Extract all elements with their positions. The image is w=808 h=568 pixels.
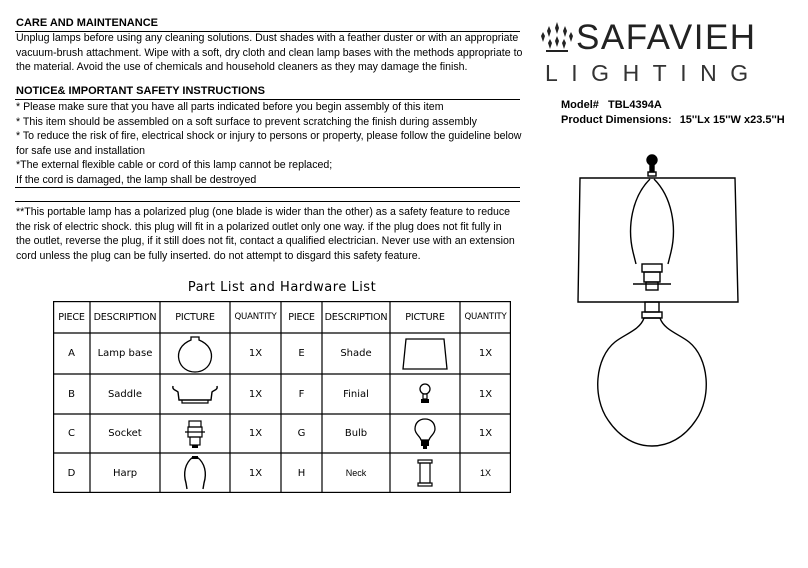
piece-letter: G [297, 428, 306, 439]
piece-description: Lamp base [97, 348, 153, 359]
safety-line: *The external flexible cable or cord of this lamp cannot be replaced; [16, 159, 333, 172]
piece-quantity: 1X [478, 348, 493, 359]
piece-description: Shade [340, 348, 372, 359]
dimensions-value: 15''Lx 15''W x23.5''H [679, 114, 785, 126]
piece-letter: D [67, 467, 76, 479]
care-heading: CARE AND MAINTENANCE [16, 17, 158, 29]
plug-line: **This portable lamp has a polarized plug (one blade is wider than the other) as a safety feature to reduce [16, 206, 511, 218]
header-picture: PICTURE [405, 311, 445, 323]
piece-description: Socket [108, 428, 142, 439]
piece-description: Saddle [107, 388, 143, 400]
saddle-icon [160, 374, 230, 414]
parts-title: Part List and Hardware List [187, 280, 377, 295]
piece-quantity: 1X [248, 388, 263, 400]
divider [15, 201, 520, 202]
socket-icon [160, 414, 230, 453]
model-value: TBL4394A [607, 99, 662, 111]
care-line: the material. Avoid the use of chemicals and household cleaners as they may damage the finish. [16, 61, 468, 74]
header-description: DESCRIPTION [324, 311, 388, 323]
safety-line: * To reduce the risk of fire, electrical shock or injury to persons or property, please follow the guideline below [16, 130, 522, 143]
header-picture: PICTURE [175, 311, 215, 323]
piece-description: Neck [345, 468, 367, 478]
chandelier-logo-icon [541, 21, 573, 53]
piece-description: Harp [112, 467, 138, 479]
model-line [561, 98, 662, 113]
piece-letter: E [298, 348, 305, 359]
piece-quantity: 1X [248, 428, 263, 439]
safety-line: * This item should be assembled on a soft surface to prevent scratching the finish during assembly [16, 115, 477, 128]
header-piece: PIECE [288, 311, 315, 323]
care-line: vacuum-brush attachment. Wipe with a soft, dry cloth and clean lamp bases with the methods appropriate to [16, 46, 523, 59]
header-quantity: QUANTITY [464, 312, 507, 322]
care-text [16, 31, 522, 75]
bulb-icon [390, 414, 460, 453]
brand-sub: LIGHTING [545, 60, 762, 86]
care-line: Unplug lamps before using any cleaning solutions. Dust shades with a feather duster or with an appropriate [16, 32, 519, 44]
piece-letter: C [68, 428, 75, 439]
dimensions-line [561, 113, 785, 128]
piece-description: Bulb [344, 428, 368, 439]
piece-quantity: 1X [248, 348, 263, 359]
harp-icon [160, 453, 230, 493]
plug-notice [16, 205, 515, 263]
safety-text [16, 100, 521, 188]
model-label: Model# [561, 99, 599, 111]
plug-line: the risk of electric shock. this plug will fit in a polarized outlet only one way. if the plug does not fit fully in [16, 220, 502, 233]
lamp-base-icon [160, 333, 230, 374]
piece-letter: F [298, 388, 305, 400]
safety-line: If the cord is damaged, the lamp shall be destroyed [16, 173, 257, 186]
neck-icon [390, 453, 460, 493]
piece-quantity: 1X [248, 467, 263, 479]
header-description: DESCRIPTION [93, 311, 157, 323]
safety-heading: NOTICE& IMPORTANT SAFETY INSTRUCTIONS [16, 85, 265, 97]
piece-letter: B [68, 388, 75, 400]
dimensions-label: Product Dimensions: [561, 114, 672, 126]
piece-quantity: 1X [479, 468, 491, 478]
piece-quantity: 1X [478, 388, 493, 400]
piece-letter: H [297, 467, 306, 479]
piece-quantity: 1X [478, 428, 493, 439]
piece-letter: A [68, 348, 75, 359]
plug-line: cord unless the plug can be fully inserted. do not attempt to disgard this safety feature. [16, 249, 421, 262]
safety-line: * Please make sure that you have all parts indicated before you begin assembly of this item [16, 101, 444, 113]
header-quantity: QUANTITY [234, 312, 277, 322]
brand-name: SAFAVIEH [576, 18, 757, 57]
lamp-drawing [570, 152, 745, 452]
shade-icon [390, 333, 460, 374]
finial-icon [390, 374, 460, 414]
divider [15, 187, 520, 188]
piece-description: Finial [343, 388, 369, 400]
safety-line: for safe use and installation [16, 144, 145, 157]
plug-line: the outlet, reverse the plug, if it still does not fit, contact a qualified electrician. Never use with an extension [16, 235, 515, 248]
header-piece: PIECE [58, 311, 85, 323]
